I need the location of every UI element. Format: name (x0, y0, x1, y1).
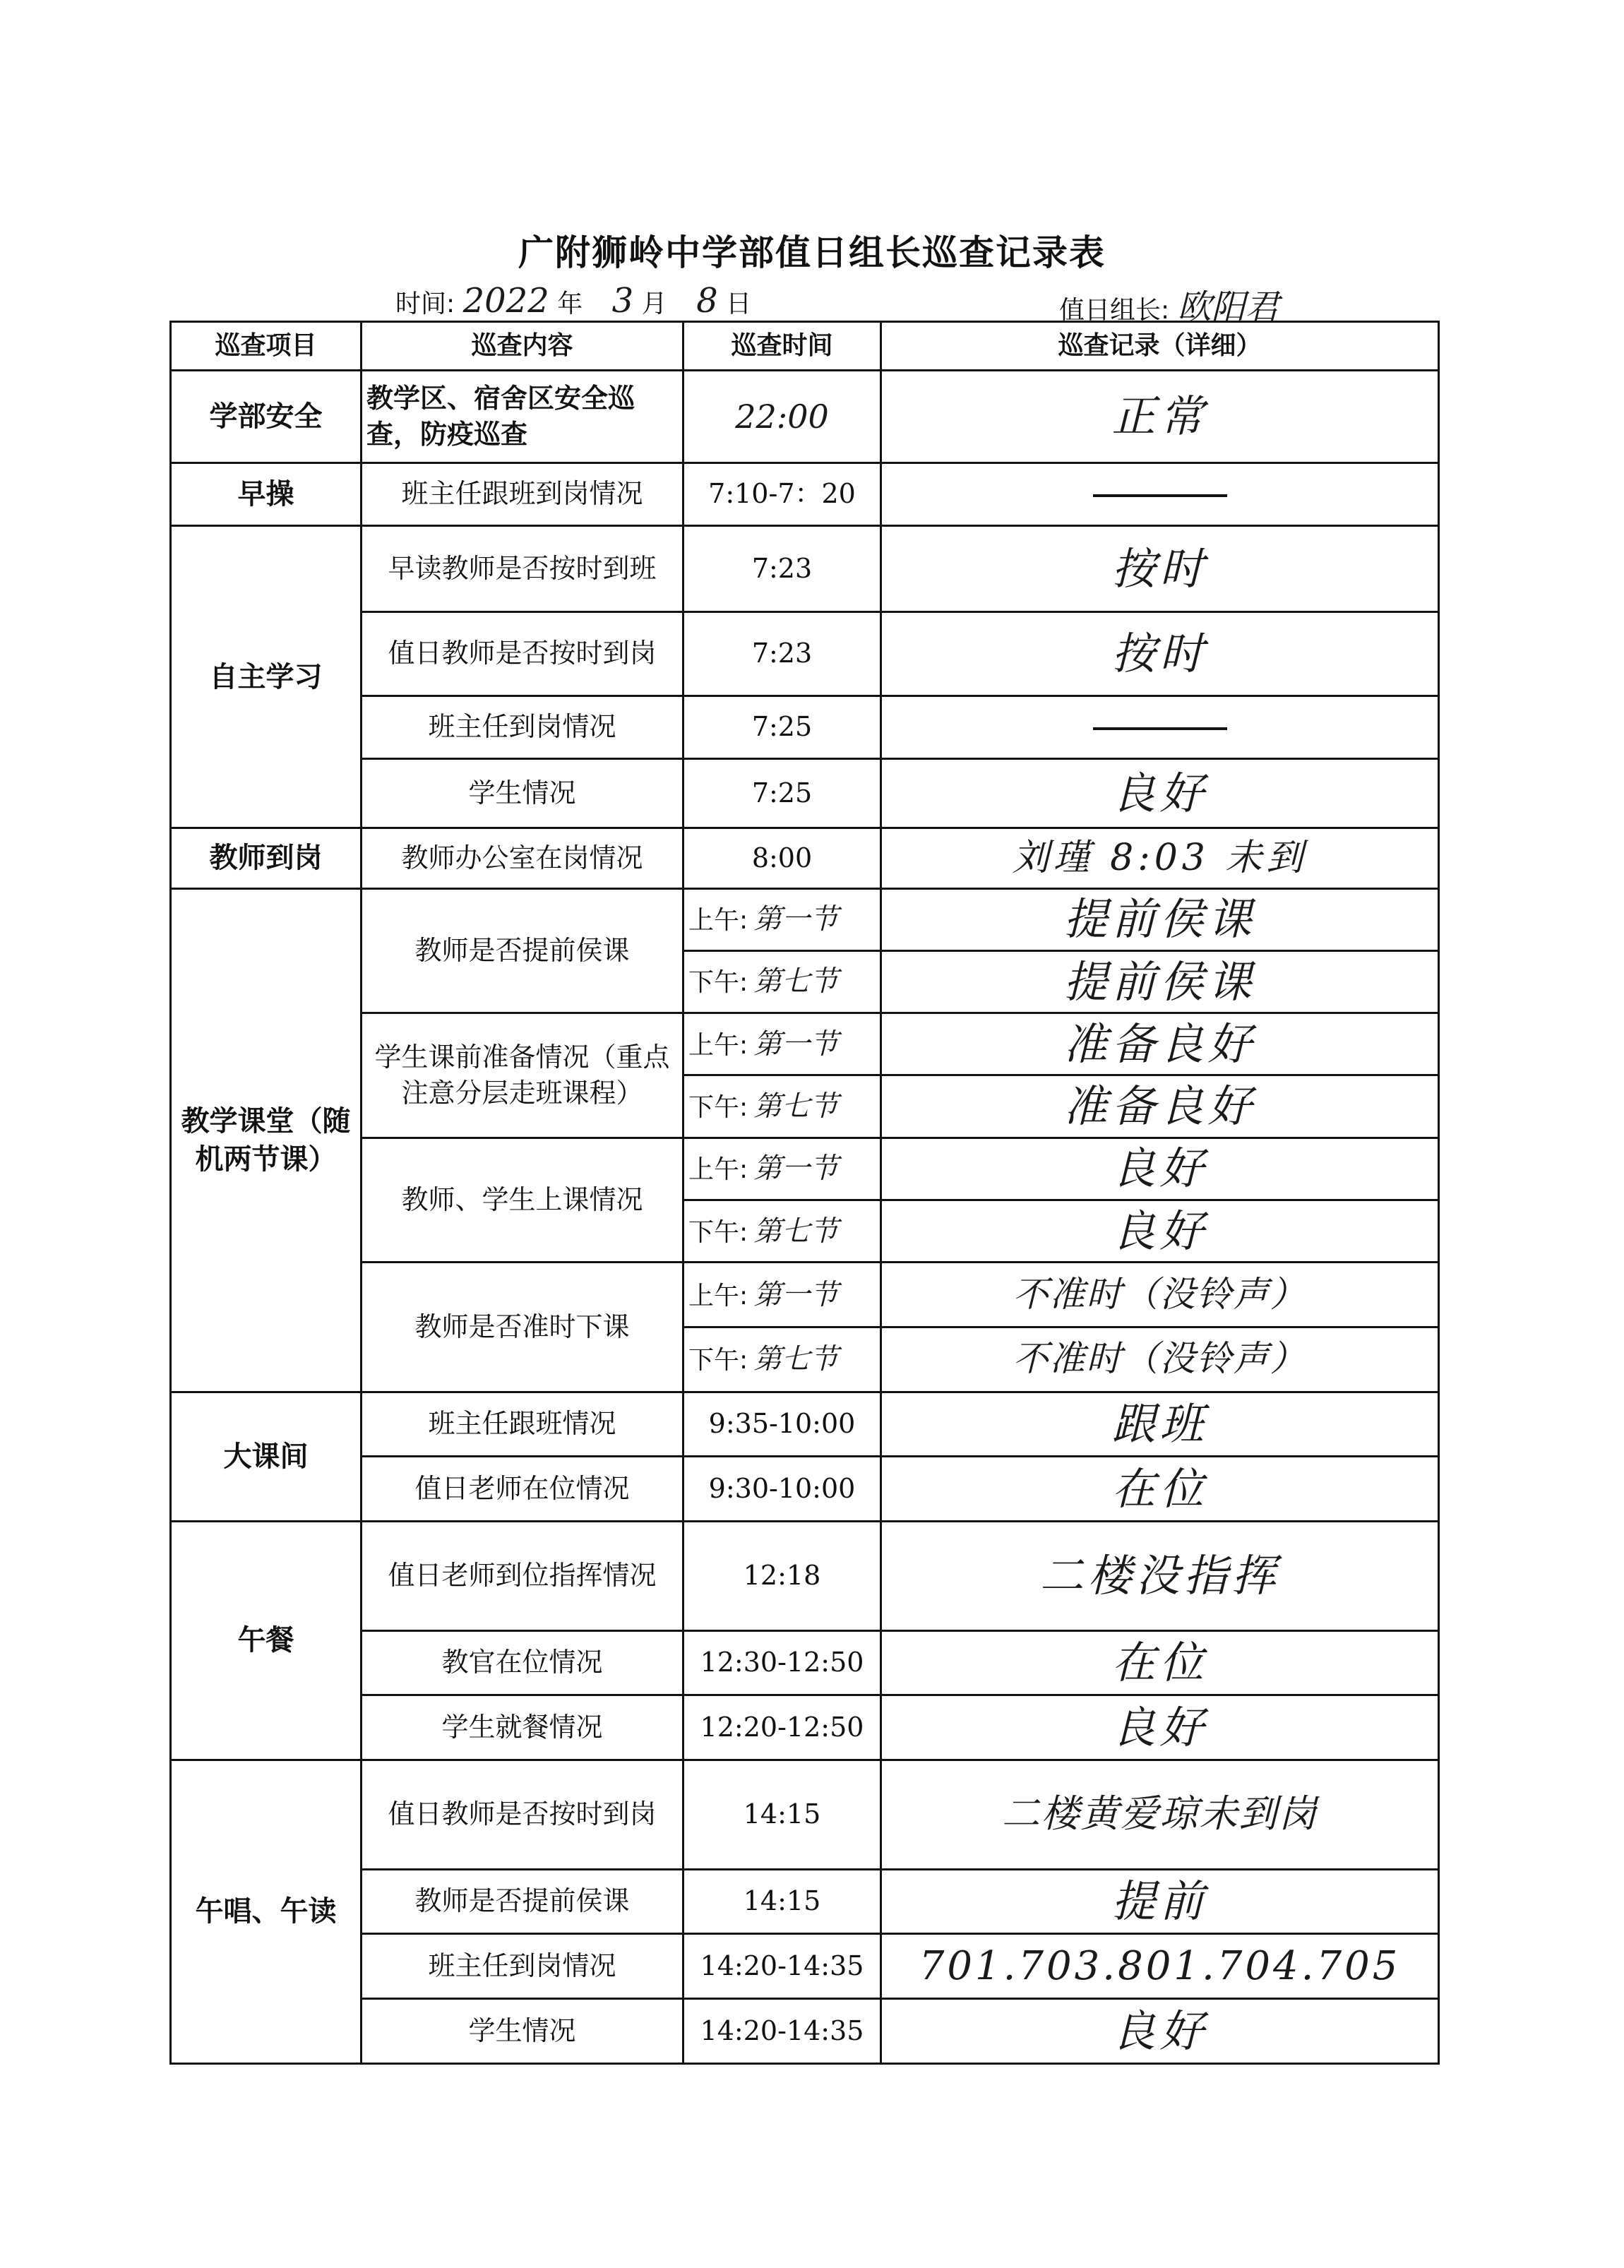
record-cell (881, 1630, 1439, 1695)
category-cell: 早操 (171, 462, 362, 526)
time-cell: 14:20-14:35 (683, 1934, 881, 1999)
record-cell (881, 1999, 1439, 2064)
record-handwritten: 不准时（没铃声） (1013, 1273, 1307, 1315)
category-cell: 大课间 (171, 1392, 362, 1521)
record-handwritten: 刘瑾 8:03 未到 (1012, 837, 1308, 880)
record-cell (881, 1934, 1439, 1999)
record-cell (881, 1760, 1439, 1869)
slot-handwritten: 第一节 (753, 1152, 839, 1186)
time-cell: 7:25 (683, 759, 881, 828)
slot-handwritten: 第七节 (753, 1214, 839, 1248)
slot-label: 上午: (688, 906, 748, 936)
record-cell (881, 950, 1439, 1013)
slot-label: 下午: (688, 1346, 748, 1375)
record-handwritten: 良好 (1111, 1142, 1208, 1195)
table-row (171, 759, 1439, 828)
content-cell: 学生情况 (362, 1999, 683, 2064)
time-cell: 12:18 (683, 1521, 881, 1630)
content-cell: 学生情况 (362, 759, 683, 828)
category-cell: 学部安全 (171, 371, 362, 462)
time-cell: 14:15 (683, 1869, 881, 1934)
slot-handwritten: 第一节 (753, 1027, 839, 1061)
content-cell: 教师办公室在岗情况 (362, 828, 683, 888)
category-cell: 教学课堂（随机两节课） (171, 888, 362, 1392)
time-cell: 8:00 (683, 828, 881, 888)
content-cell: 早读教师是否按时到班 (362, 526, 683, 612)
content-cell: 学生课前准备情况（重点注意分层走班课程） (362, 1013, 683, 1138)
record-cell (881, 612, 1439, 696)
record-cell (881, 828, 1439, 888)
category-cell: 自主学习 (171, 526, 362, 828)
form-title: 广附狮岭中学部值日组长巡查记录表 (518, 232, 1106, 273)
time-cell: 12:30-12:50 (683, 1630, 881, 1695)
table-row (171, 1630, 1439, 1695)
inspection-table (169, 321, 1440, 2065)
table-row (171, 888, 1439, 950)
record-handwritten: 跟班 (1111, 1398, 1208, 1450)
table-row (171, 1869, 1439, 1934)
content-cell: 教师是否提前侯课 (362, 1869, 683, 1934)
record-cell (881, 1263, 1439, 1327)
record-handwritten: 正常 (1111, 390, 1208, 443)
record-cell (881, 371, 1439, 462)
slot-cell (683, 1263, 881, 1327)
table-row (171, 526, 1439, 612)
slot-label: 下午: (688, 1093, 748, 1123)
date-label: 时间: (395, 290, 455, 318)
day-handwritten: 8 (696, 281, 718, 321)
header-time: 巡查时间 (683, 322, 881, 371)
record-handwritten: 提前侯课 (1063, 955, 1256, 1008)
record-cell (881, 696, 1439, 759)
time-handwritten: 22:00 (735, 397, 829, 436)
record-cell (881, 1013, 1439, 1075)
record-cell (881, 1392, 1439, 1457)
slot-cell (683, 950, 881, 1013)
time-cell: 9:30-10:00 (683, 1457, 881, 1522)
table-row (171, 612, 1439, 696)
table-row (171, 1999, 1439, 2064)
table-row (171, 1138, 1439, 1200)
slot-cell (683, 1327, 881, 1392)
content-cell: 班主任到岗情况 (362, 696, 683, 759)
time-cell (683, 371, 881, 462)
table-row (171, 462, 1439, 526)
record-dash-line (1093, 727, 1227, 730)
table-row (171, 1392, 1439, 1457)
slot-cell (683, 1138, 881, 1200)
content-cell: 班主任跟班情况 (362, 1392, 683, 1457)
record-handwritten: 良好 (1111, 2005, 1208, 2057)
time-cell: 14:15 (683, 1760, 881, 1869)
time-cell: 7:10-7：20 (683, 462, 881, 526)
slot-handwritten: 第七节 (753, 1343, 839, 1376)
time-cell: 12:20-12:50 (683, 1695, 881, 1760)
table-row (171, 828, 1439, 888)
slot-handwritten: 第七节 (753, 1090, 839, 1123)
month-handwritten: 3 (611, 281, 634, 321)
slot-handwritten: 第一节 (753, 903, 839, 936)
time-cell: 7:23 (683, 526, 881, 612)
content-cell: 班主任跟班到岗情况 (362, 462, 683, 526)
record-handwritten: 良好 (1111, 1205, 1208, 1257)
record-handwritten: 701.703.801.704.705 (919, 1942, 1401, 1989)
record-handwritten: 准备良好 (1063, 1080, 1256, 1133)
category-cell: 午唱、午读 (171, 1760, 362, 2063)
record-handwritten: 良好 (1111, 767, 1208, 819)
table-row (171, 696, 1439, 759)
header-category: 巡查项目 (171, 322, 362, 371)
header-content: 巡查内容 (362, 322, 683, 371)
table-row (171, 1263, 1439, 1327)
slot-cell (683, 1200, 881, 1262)
time-cell: 7:25 (683, 696, 881, 759)
record-handwritten: 提前侯课 (1063, 893, 1256, 945)
content-cell: 值日老师到位指挥情况 (362, 1521, 683, 1630)
table-row (171, 1013, 1439, 1075)
slot-label: 上午: (688, 1030, 748, 1060)
content-cell: 值日教师是否按时到岗 (362, 1760, 683, 1869)
content-cell: 学生就餐情况 (362, 1695, 683, 1760)
slot-label: 下午: (688, 1217, 748, 1247)
content-cell: 教师是否准时下课 (362, 1263, 683, 1392)
content-cell: 班主任到岗情况 (362, 1934, 683, 1999)
record-cell (881, 1075, 1439, 1138)
slot-handwritten: 第一节 (753, 1278, 839, 1311)
record-handwritten: 准备良好 (1063, 1017, 1256, 1070)
category-cell: 午餐 (171, 1521, 362, 1760)
record-handwritten: 良好 (1111, 1701, 1208, 1753)
year-handwritten: 2022 (462, 281, 549, 321)
content-cell: 值日教师是否按时到岗 (362, 612, 683, 696)
content-cell: 教学区、宿舍区安全巡查，防疫巡查 (362, 371, 683, 462)
time-cell: 9:35-10:00 (683, 1392, 881, 1457)
record-handwritten: 在位 (1111, 1462, 1208, 1515)
table-row (171, 1521, 1439, 1630)
record-handwritten: 在位 (1111, 1637, 1208, 1689)
record-cell (881, 888, 1439, 950)
table-row (171, 1695, 1439, 1760)
leader-label: 值日组长: (1059, 296, 1170, 325)
day-unit: 日 (726, 290, 752, 318)
table-row (171, 1760, 1439, 1869)
slot-label: 上午: (688, 1281, 748, 1311)
record-cell (881, 1869, 1439, 1934)
record-cell (881, 462, 1439, 526)
record-cell (881, 1695, 1439, 1760)
time-cell: 7:23 (683, 612, 881, 696)
record-handwritten: 按时 (1111, 543, 1208, 595)
record-dash-line (1093, 494, 1227, 497)
slot-cell (683, 888, 881, 950)
month-unit: 月 (641, 290, 667, 318)
record-handwritten: 不准时（没铃声） (1013, 1338, 1307, 1380)
leader-signature: 欧阳君 (1177, 287, 1279, 327)
record-cell (881, 1327, 1439, 1392)
table-row (171, 1457, 1439, 1522)
content-cell: 教官在位情况 (362, 1630, 683, 1695)
record-cell (881, 1457, 1439, 1522)
content-cell: 值日老师在位情况 (362, 1457, 683, 1522)
slot-cell (683, 1075, 881, 1138)
time-cell: 14:20-14:35 (683, 1999, 881, 2064)
record-handwritten: 提前 (1111, 1875, 1208, 1928)
record-cell (881, 1138, 1439, 1200)
slot-label: 下午: (688, 968, 748, 998)
table-row (171, 371, 1439, 462)
category-cell: 教师到岗 (171, 828, 362, 888)
slot-cell (683, 1013, 881, 1075)
record-handwritten: 二楼黄爱琼未到岗 (1001, 1791, 1318, 1837)
record-cell (881, 1200, 1439, 1262)
record-handwritten: 按时 (1111, 628, 1208, 680)
header-row (171, 322, 1439, 371)
content-cell: 教师、学生上课情况 (362, 1138, 683, 1263)
record-cell (881, 1521, 1439, 1630)
record-cell (881, 759, 1439, 828)
header-record: 巡查记录（详细） (881, 322, 1439, 371)
record-handwritten: 二楼没指挥 (1039, 1549, 1280, 1601)
slot-handwritten: 第七节 (753, 965, 839, 998)
slot-label: 上午: (688, 1155, 748, 1185)
year-unit: 年 (557, 290, 583, 318)
date-field (395, 281, 751, 321)
content-cell: 教师是否提前侯课 (362, 888, 683, 1013)
record-cell (881, 526, 1439, 612)
table-row (171, 1934, 1439, 1999)
